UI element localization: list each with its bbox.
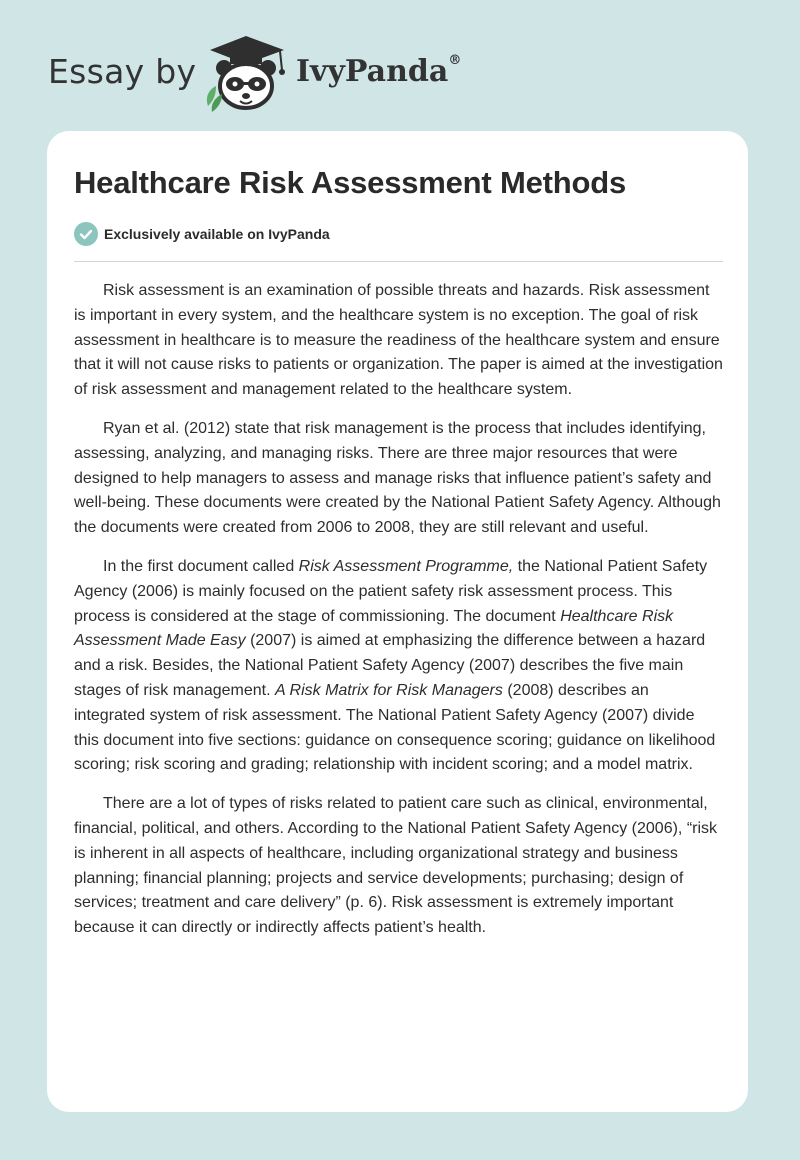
title-risk-matrix: A Risk Matrix for Risk Managers	[274, 681, 503, 699]
paragraph-1: Risk assessment is an examination of possible threats and hazards. Risk assessment is important in every system, and the healthcare system is no exception. The goal of risk assessment in healthcare is to measure the readiness of the healthcare system and ensure that it will not cause risks to patients or organization. The paper is aimed at the investigation of risk assessment and management related to the healthcare system.	[74, 282, 723, 399]
paragraph-4: There are a lot of types of risks related to patient care such as clinical, environmental, financial, political, and others. According to the National Patient Safety Agency (2006), “risk is inherent in all aspects of healthcare, including organizational strategy and business planning; financial planning; projects and service developments; purchasing; design of services; treatment and care delivery” (p. 6). Risk assessment is extremely important because it can directly or indirectly affects patient’s health.	[74, 795, 718, 937]
page-title: Healthcare Risk Assessment Methods	[74, 165, 626, 200]
divider	[74, 261, 723, 262]
exclusive-badge	[74, 222, 330, 246]
title-risk-assessment-programme: Risk Assessment Programme,	[298, 557, 514, 575]
title-healthcare-risk-assessment-made-easy: Healthcare Risk Assessment Made Easy	[74, 607, 674, 650]
brand-name: IvyPanda®	[296, 53, 462, 89]
brand-header[interactable]	[48, 34, 528, 114]
paragraph-3: In the first document called Risk Assessment Programme, the National Patient Safety Agency (2006) is mainly focused on the patient safety risk assessment process. This process is considered at the stage of commissioning. The document Healthcare Risk Assessment Made Easy (2007) is aimed at emphasizing the difference between a hazard and a risk. Besides, the National Patient Safety Agency (2007) describes the five main stages of risk management. A Risk Matrix for Risk Managers (2008) describes an integrated system of risk assessment. The National Patient Safety Agency (2007) divide this document into five sections: guidance on consequence scoring; guidance on likelihood scoring; risk scoring and grading; relationship with incident scoring; and a model matrix.	[74, 557, 716, 774]
badge-label: Exclusively available on IvyPanda	[104, 226, 330, 242]
article-card	[47, 131, 748, 1112]
check-circle-icon	[74, 222, 98, 246]
paragraph-2: Ryan et al. (2012) state that risk management is the process that includes identifying, assessing, analyzing, and managing risks. There are three major resources that were designed to help managers to assess and manage risks that influence patient’s safety and well-being. These documents were created by the National Patient Safety Agency. Although the documents were created from 2006 to 2008, they are still relevant and useful.	[74, 419, 721, 537]
brand-prefix: Essay by	[48, 52, 197, 91]
panda-graduate-icon	[200, 34, 292, 114]
article-body	[74, 279, 723, 955]
